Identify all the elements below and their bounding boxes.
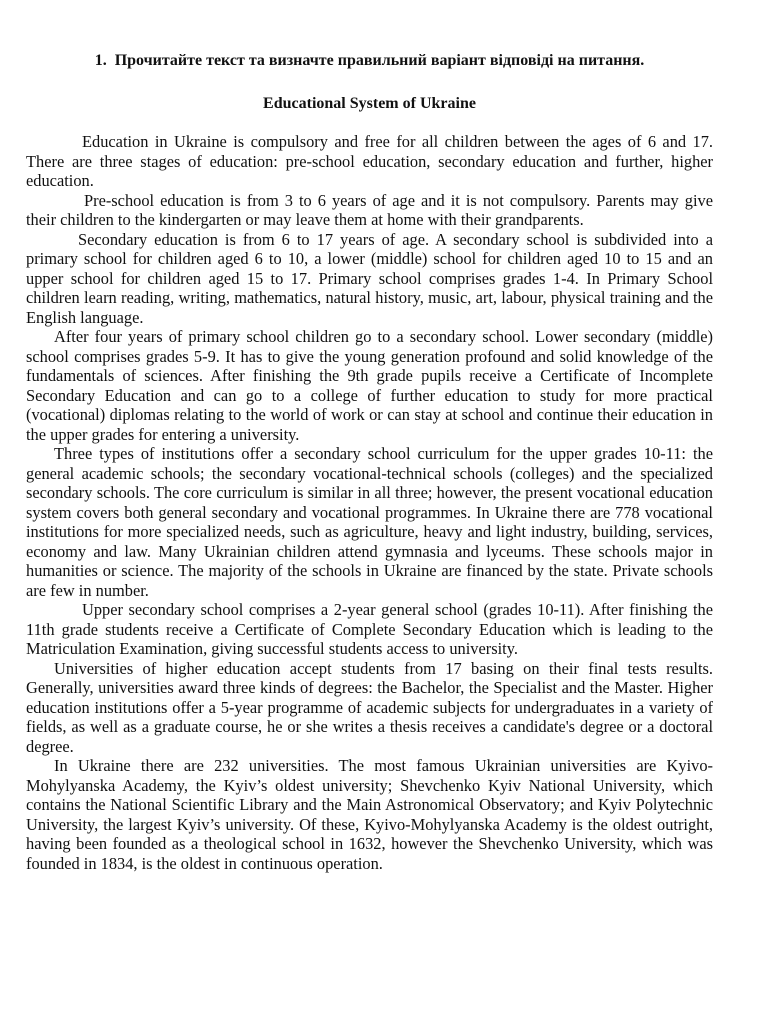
paragraph-intro: Education in Ukraine is compulsory and free for all children between the ages of 6 and 17. There are three stages of education: pre-school education, secondary education and further, higher education. xyxy=(26,132,713,190)
paragraph-institution-types: Three types of institutions offer a secondary school curriculum for the upper grades 10-11: the general academic schools; the secondary vocational-technical schools (colleges) and the specialized secondary schools. The core curriculum is similar in all three; however, the present vocational education system covers both general secondary and vocational programmes. In Ukraine there are 778 vocational institutions for more specialized needs, such as agriculture, heavy and light industry, building, services, economy and law. Many Ukrainian children attend gymnasia and lyceums. These schools major in humanities or science. The majority of the schools in Ukraine are financed by the state. Private schools are few in number. xyxy=(26,444,713,600)
paragraph-universities: In Ukraine there are 232 universities. The most famous Ukrainian universities are Kyivo-Mohylyanska Academy, the Kyiv’s oldest university; Shevchenko Kyiv National University, which contains the National Scientific Library and the Main Astronomical Observatory; and Kyiv Polytechnic University, the largest Kyiv’s university. Of these, Kyivo-Mohylyanska Academy is the oldest outright, having been founded as a theological school in 1632, however the Shevchenko University, which was founded in 1834, is the oldest in continuous operation. xyxy=(26,756,713,873)
document-page xyxy=(26,51,713,873)
task-instruction-text: Прочитайте текст та визначте правильний варіант відповіді на питання. xyxy=(114,52,645,69)
paragraph-upper-secondary: Upper secondary school comprises a 2-year general school (grades 10-11). After finishing the 11th grade students receive a Certificate of Complete Secondary Education which is leading to the Matriculation Examination, giving successful students access to university. xyxy=(26,600,713,658)
paragraph-higher-education: Universities of higher education accept students from 17 basing on their final tests results. Generally, universities award three kinds of degrees: the Bachelor, the Specialist and the Master. Higher education institutions offer a 5-year programme of academic subjects for undergraduates in a variety of fields, as well as a graduate course, he or she writes a thesis receives a candidate's degree or a doctoral degree. xyxy=(26,658,713,756)
paragraph-lower-secondary: After four years of primary school children go to a secondary school. Lower secondary (middle) school comprises grades 5-9. It has to give the young generation profound and solid knowledge of the fundamentals of sciences. After finishing the 9th grade pupils receive a Certificate of Incomplete Secondary Education and can go to a college of further education to study for more practical (vocational) diplomas relating to the world of work or can stay at school and continue their education in the upper grades for entering a university. xyxy=(26,327,713,444)
document-title: Educational System of Ukraine xyxy=(263,95,476,112)
task-instruction xyxy=(26,51,713,71)
paragraph-preschool: Pre-school education is from 3 to 6 years of age and it is not compulsory. Parents may give their children to the kindergarten or may leave them at home with their grandparents. xyxy=(26,190,713,229)
task-number: 1. xyxy=(94,52,107,69)
paragraph-secondary: Secondary education is from 6 to 17 years of age. A secondary school is subdivided into a primary school for children aged 6 to 10, a lower (middle) school for children aged 10 to 15 and an upper school for children aged 15 to 17. Primary school comprises grades 1-4. In Primary School children learn reading, writing, mathematics, natural history, music, art, labour, physical training and the English language. xyxy=(26,229,713,327)
